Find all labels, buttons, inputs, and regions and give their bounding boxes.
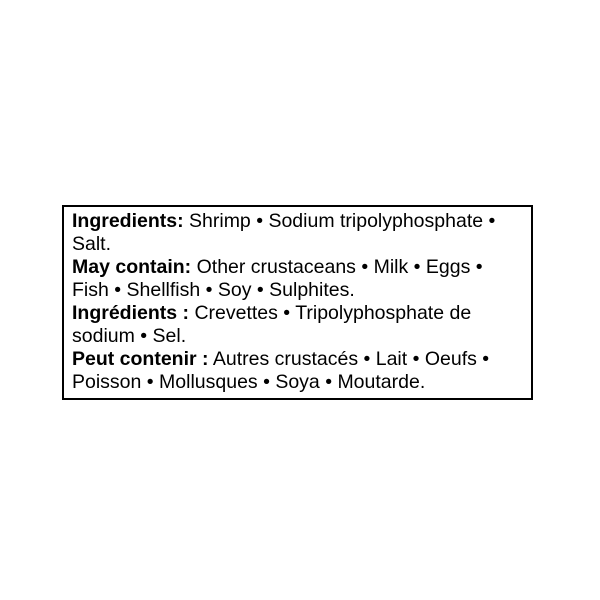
ingredients-fr-section: [72, 302, 523, 348]
ingredients-label-box: [62, 205, 533, 400]
may-contain-fr-section: [72, 348, 523, 394]
may-contain-en-section: [72, 256, 523, 302]
may-contain-en-label: May contain:: [72, 256, 192, 278]
may-contain-fr-label: Peut contenir :: [72, 348, 209, 370]
ingredients-en-text: Shrimp • Sodium tripolyphosphate • Salt.: [72, 210, 496, 255]
ingredients-en-label: Ingredients:: [72, 210, 184, 232]
ingredients-fr-label: Ingrédients :: [72, 302, 190, 324]
ingredients-en-section: [72, 210, 523, 256]
may-contain-en-text: Other crustaceans • Milk • Eggs • Fish • Shellfish • Soy • Sulphites.: [72, 256, 483, 301]
may-contain-fr-text: Autres crustacés • Lait • Oeufs • Poisson • Mollusques • Soya • Moutarde.: [72, 348, 490, 393]
ingredients-fr-text: Crevettes • Tripolyphosphate de sodium • Sel.: [72, 302, 472, 347]
